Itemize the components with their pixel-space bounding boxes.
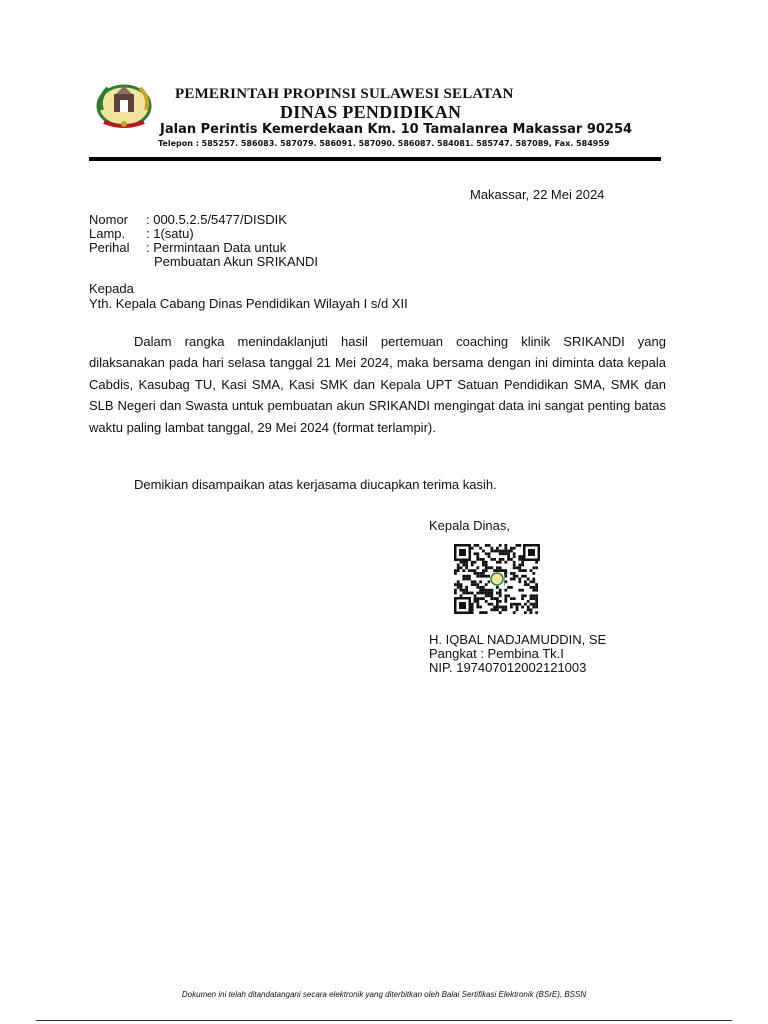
provincial-emblem-icon	[94, 80, 154, 130]
signatory-rank: Pangkat : Pembina Tk.I	[429, 646, 564, 661]
kepada-label: Kepada	[89, 281, 134, 296]
body-paragraph-2: Demikian disampaikan atas kerjasama diucapkan terima kasih.	[134, 477, 497, 492]
agency-phone: Telepon : 585257. 586083. 587079. 586091. 587090. 586087. 584081. 585747. 587089, Fax. 584959	[158, 139, 610, 148]
agency-address: Jalan Perintis Kemerdekaan Km. 10 Tamalanrea Makassar 90254	[160, 122, 633, 137]
signatory-name: H. IQBAL NADJAMUDDIN, SE	[429, 632, 607, 647]
agency-name: DINAS PENDIDIKAN	[280, 102, 462, 122]
qr-code-signature-icon	[454, 544, 540, 614]
signature-title: Kepala Dinas,	[429, 518, 510, 533]
recipient-line: Yth. Kepala Cabang Dinas Pendidikan Wilayah I s/d XII	[89, 296, 408, 311]
esign-footer-note: Dokumen ini telah ditandatangani secara elektronik yang diterbitkan oleh Balai Sertifikasi Elektronik (BSrE), BSSN	[181, 990, 587, 999]
nomor-value: : 000.5.2.5/5477/DISDIK	[146, 212, 287, 227]
letterhead-divider	[89, 157, 661, 161]
lamp-value: : 1(satu)	[146, 226, 194, 241]
lamp-label: Lamp.	[89, 226, 126, 241]
perihal-value-2: Pembuatan Akun SRIKANDI	[154, 254, 319, 269]
perihal-value-1: : Permintaan Data untuk	[146, 240, 287, 255]
nomor-label: Nomor	[89, 212, 129, 227]
footer-divider	[36, 1020, 732, 1021]
signatory-nip: NIP. 197407012002121003	[429, 660, 587, 675]
place-date: Makassar, 22 Mei 2024	[470, 187, 605, 202]
body-paragraph-1: Dalam rangka menindaklanjuti hasil pertemuan coaching klinik SRIKANDI yang dilaksanakan pada hari selasa tanggal 21 Mei 2024, maka bersama dengan ini diminta data kepala Cabdis, Kasubag TU, Kasi SMA, Kasi SMK dan Kepala UPT Satuan Pendidikan SMA, SMK dan SLB Negeri dan Swasta untuk pembuatan akun SRIKANDI mengingat data ini sangat penting batas waktu paling lambat tanggal, 29 Mei 2024 (format terlampir).	[89, 334, 666, 435]
government-name: PEMERINTAH PROPINSI SULAWESI SELATAN	[175, 86, 514, 102]
perihal-label: Perihal	[89, 240, 130, 255]
